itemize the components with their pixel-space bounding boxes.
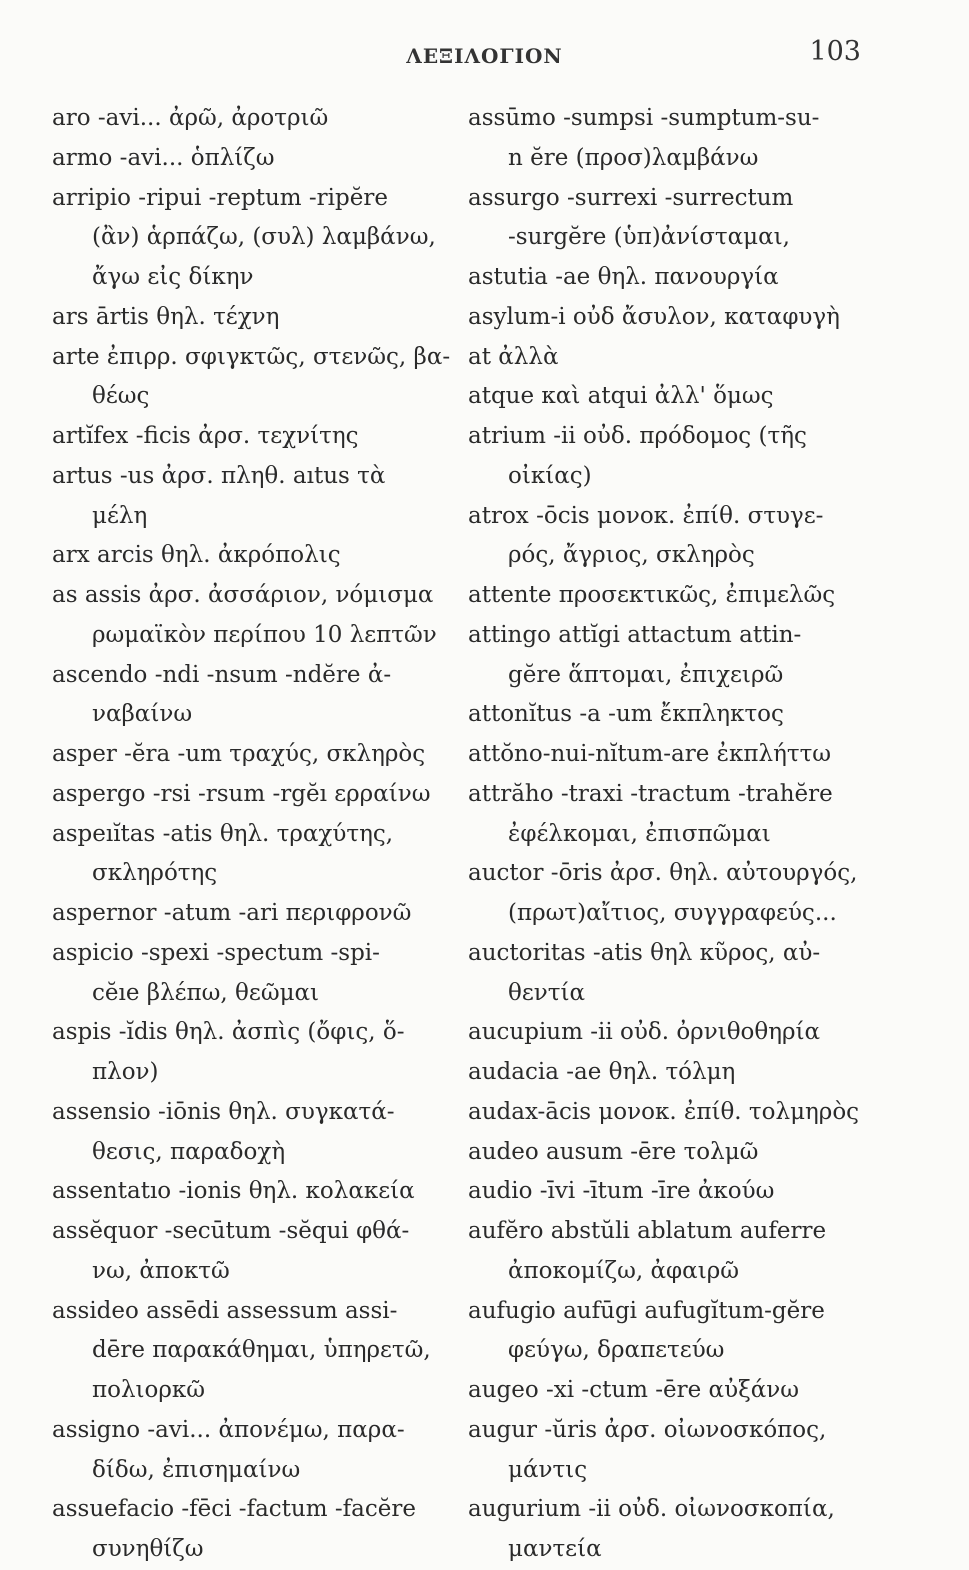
entry-line: assūmo -sumpsi -sumptum-su- xyxy=(468,105,820,131)
entry-line: atrium -ii οὐδ. πρόδομος (τῆς xyxy=(468,423,807,449)
entry-line: artĭfex -ficis ἀρσ. τεχνίτης xyxy=(52,423,359,449)
entry-line: aufĕro abstŭli ablatum auferre xyxy=(468,1218,827,1244)
entry-continuation-line: cĕıe βλέπω, θεῶμαι xyxy=(92,979,320,1006)
entry-continuation-line: (ἂν) ἁρπάζω, (συλ) λαμβάνω, xyxy=(92,224,436,251)
page-number: 103 xyxy=(809,36,861,67)
entry-line: aufugio aufūgi aufugĭtum-gĕre xyxy=(468,1297,825,1324)
entry-line: atrox -ōcis μονοκ. ἐπίθ. στυγε- xyxy=(468,502,824,529)
entry-continuation-line: ἀποκομίζω, ἀφαιρῶ xyxy=(508,1257,739,1284)
entry-line: arx arcis θηλ. ἀκρόπολις xyxy=(52,542,341,569)
entry-continuation-line: dēre παρακάθημαι, ὑπηρετῶ, xyxy=(92,1337,431,1364)
entry-continuation-line: ναβαίνω xyxy=(92,701,193,728)
entry-line: attonĭtus -a -um ἔκπληκτος xyxy=(468,701,784,728)
entry-continuation-line: ἐφέλκομαι, ἐπισπῶμαι xyxy=(508,820,771,847)
entry-line: as assis ἀρσ. ἀσσάριον, νόμισμα xyxy=(52,582,434,608)
entry-line: astutia -ae θηλ. πανουργία xyxy=(468,264,779,290)
left-column xyxy=(52,99,452,1570)
entry-continuation-line: μέλη xyxy=(92,502,148,529)
entry-line: asper -ĕra -um τραχύς, σκληρὸς xyxy=(52,741,426,767)
entry-continuation-line: φεύγω, δραπετεύω xyxy=(508,1337,725,1364)
entry-continuation-line: δίδω, ἐπισημαίνω xyxy=(92,1456,301,1483)
entry-line: aucupium -ii οὐδ. ὀρνιθοθηρία xyxy=(468,1019,821,1046)
entry-line: aro -avi... ἀρῶ, ἀροτριῶ xyxy=(52,105,329,131)
entry-line: attente προσεκτικῶς, ἐπιμελῶς xyxy=(468,582,836,608)
entry-line: artus -us ἀρσ. πληθ. aıtus τὰ xyxy=(52,462,386,489)
entry-continuation-line: n ĕre (προσ)λαμβάνω xyxy=(508,144,759,171)
entry-line: arte ἐπιρρ. σφιγκτῶς, στενῶς, βα- xyxy=(52,343,451,370)
entry-line: assurgo -surrexi -surrectum xyxy=(468,184,794,211)
entry-line: audeo ausum -ēre τολμῶ xyxy=(468,1138,759,1165)
entry-line: assensio -iōnis θηλ. συγκατά- xyxy=(52,1098,395,1125)
entry-continuation-line: (πρωτ)αἴτιος, συγγραφεύς... xyxy=(508,900,837,926)
entry-continuation-line: θεσις, παραδοχὴ xyxy=(92,1138,286,1165)
entry-line: at ἀλλὰ xyxy=(468,343,559,370)
entry-line: augurium -ii οὐδ. οἰωνοσκοπία, xyxy=(468,1496,835,1523)
entry-continuation-line: μαντεία xyxy=(508,1536,602,1562)
entry-continuation-line: συνηθίζω xyxy=(92,1536,204,1562)
entry-line: attŏno-nui-nĭtum-are ἐκπλήττω xyxy=(468,741,832,767)
entry-line: ars ārtis θηλ. τέχνη xyxy=(52,303,280,330)
entry-line: aspernor -atum -ari περιφρονῶ xyxy=(52,900,412,926)
entry-continuation-line: πολιορκῶ xyxy=(92,1377,206,1403)
entry-line: asylum-i οὐδ ἄσυλον, καταφυγὴ xyxy=(468,303,840,330)
entry-continuation-line: ρός, ἄγριος, σκληρὸς xyxy=(508,542,755,569)
entry-line: arripio -ripui -reptum -ripĕre xyxy=(52,184,388,211)
entry-line: audax-ācis μονοκ. ἐπίθ. τολμηρὸς xyxy=(468,1098,860,1125)
entry-line: assĕquor -secūtum -sĕqui φθά- xyxy=(52,1218,410,1244)
entry-continuation-line: πλον) xyxy=(92,1059,159,1085)
entry-continuation-line: θεντία xyxy=(508,979,586,1006)
entry-line: auctor -ōris ἀρσ. θηλ. αὐτουργός, xyxy=(468,860,858,887)
entry-line: augur -ŭris ἀρσ. οἰωνοσκόπος, xyxy=(468,1416,827,1443)
entry-line: assideo assēdi assessum assi- xyxy=(52,1297,398,1324)
entry-line: augeo -xi -ctum -ēre αὐξάνω xyxy=(468,1377,800,1403)
running-title: ΛΕΞΙΛΟΓΙΟΝ xyxy=(406,44,563,68)
entry-continuation-line: μάντις xyxy=(508,1456,588,1483)
right-column xyxy=(468,99,878,1570)
entry-line: auctoritas -atis θηλ κῦρος, αὐ- xyxy=(468,939,821,966)
entry-line: attingo attĭgi attactum attin- xyxy=(468,621,802,648)
entry-continuation-line: θέως xyxy=(92,383,150,410)
entry-line: assigno -avi... ἀπονέμω, παρα- xyxy=(52,1416,405,1443)
entry-continuation-line: -surgĕre (ὑπ)ἀνίσταμαι, xyxy=(508,224,790,251)
entry-line: attrăho -traxi -tractum -trahĕre xyxy=(468,780,833,807)
entry-continuation-line: σκληρότης xyxy=(92,860,218,887)
page-header xyxy=(0,36,969,76)
entry-continuation-line: νω, ἀποκτῶ xyxy=(92,1257,230,1284)
entry-line: armo -avi... ὁπλίζω xyxy=(52,144,275,171)
entry-line: aspeıĭtas -atis θηλ. τραχύτης, xyxy=(52,820,394,847)
entry-line: atque καὶ atqui ἀλλ' ὅμως xyxy=(468,383,774,410)
entry-continuation-line: ἄγω εἰς δίκην xyxy=(92,264,254,290)
entry-continuation-line: ρωμαϊκὸν περίπου 10 λεπτῶν xyxy=(92,621,437,648)
entry-line: ascendo -ndi -nsum -ndĕre ἀ- xyxy=(52,661,392,688)
entry-line: audacia -ae θηλ. τόλμη xyxy=(468,1059,736,1085)
entry-line: aspicio -spexi -spectum -spi- xyxy=(52,939,380,966)
entry-line: aspergo -rsi -rsum -rgĕı ερραίνω xyxy=(52,780,431,807)
entry-line: assentatıo -ionis θηλ. κολακεία xyxy=(52,1178,415,1205)
entry-continuation-line: οἰκίας) xyxy=(508,462,592,489)
entry-continuation-line: gĕre ἅπτομαι, ἐπιχειρῶ xyxy=(508,661,784,688)
entry-line: aspis -ĭdis θηλ. ἀσπὶς (ὄφις, ὅ- xyxy=(52,1019,405,1046)
entry-line: assuefacio -fēci -factum -facĕre xyxy=(52,1496,416,1523)
entry-line: audio -īvi -ītum -īre ἀκούω xyxy=(468,1178,775,1205)
